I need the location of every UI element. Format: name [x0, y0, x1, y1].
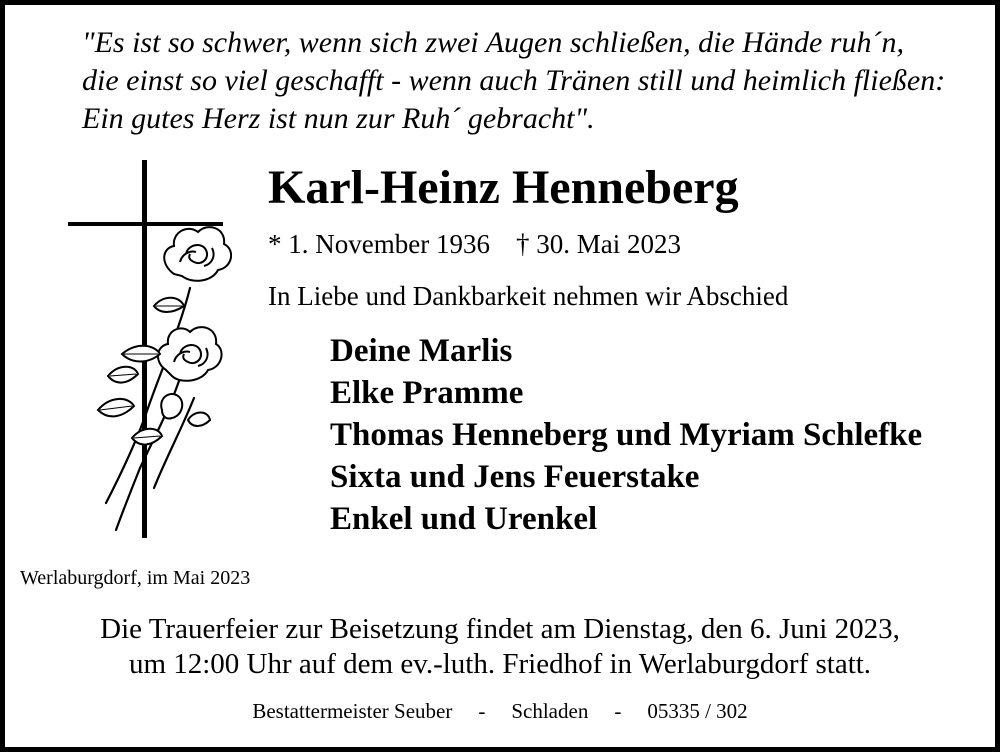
mourners-list — [330, 330, 922, 540]
undertaker-phone: 05335 / 302 — [647, 699, 748, 723]
rose-bud — [161, 394, 182, 419]
mourner-name: Thomas Henneberg und Myriam Schlefke — [330, 417, 923, 453]
poem-line: "Es ist so schwer, wenn sich zwei Augen schließen, die Hände ruh´n, — [82, 26, 904, 59]
life-dates — [268, 228, 681, 260]
mourner-name: Deine Marlis — [330, 333, 513, 369]
ceremony-line: Die Trauerfeier zur Beisetzung findet am Dienstag, den 6. Juni 2023, — [100, 613, 900, 645]
footer-separator: - — [614, 699, 622, 723]
poem-line: die einst so viel geschafft - wenn auch Tränen still und heimlich fließen: — [82, 64, 946, 97]
birth-date: * 1. November 1936 — [268, 229, 490, 259]
poem — [82, 24, 982, 138]
rose-middle — [158, 327, 222, 381]
mourner-name: Elke Pramme — [330, 375, 524, 411]
undertaker-city: Schladen — [511, 699, 589, 723]
cross-horizontal-beam — [68, 222, 223, 226]
ceremony-notice — [0, 612, 1000, 682]
ceremony-line: um 12:00 Uhr auf dem ev.-luth. Friedhof in Werlaburgdorf statt. — [128, 648, 872, 680]
place-and-date: Werlaburgdorf, im Mai 2023 — [20, 567, 251, 589]
mourner-name: Sixta und Jens Feuerstake — [330, 459, 700, 495]
undertaker-name: Bestattermeister Seuber — [252, 699, 453, 723]
undertaker-footer — [0, 698, 1000, 724]
death-date: † 30. Mai 2023 — [515, 229, 681, 259]
poem-line: Ein gutes Herz ist nun zur Ruh´ gebracht". — [82, 102, 595, 135]
footer-separator: - — [478, 699, 486, 723]
cross-with-roses-icon — [62, 158, 232, 540]
mourner-name: Enkel und Urenkel — [330, 501, 598, 537]
deceased-name: Karl-Heinz Henneberg — [268, 161, 739, 214]
rose-top — [164, 227, 231, 281]
farewell-line: In Liebe und Dankbarkeit nehmen wir Abschied — [268, 281, 789, 311]
